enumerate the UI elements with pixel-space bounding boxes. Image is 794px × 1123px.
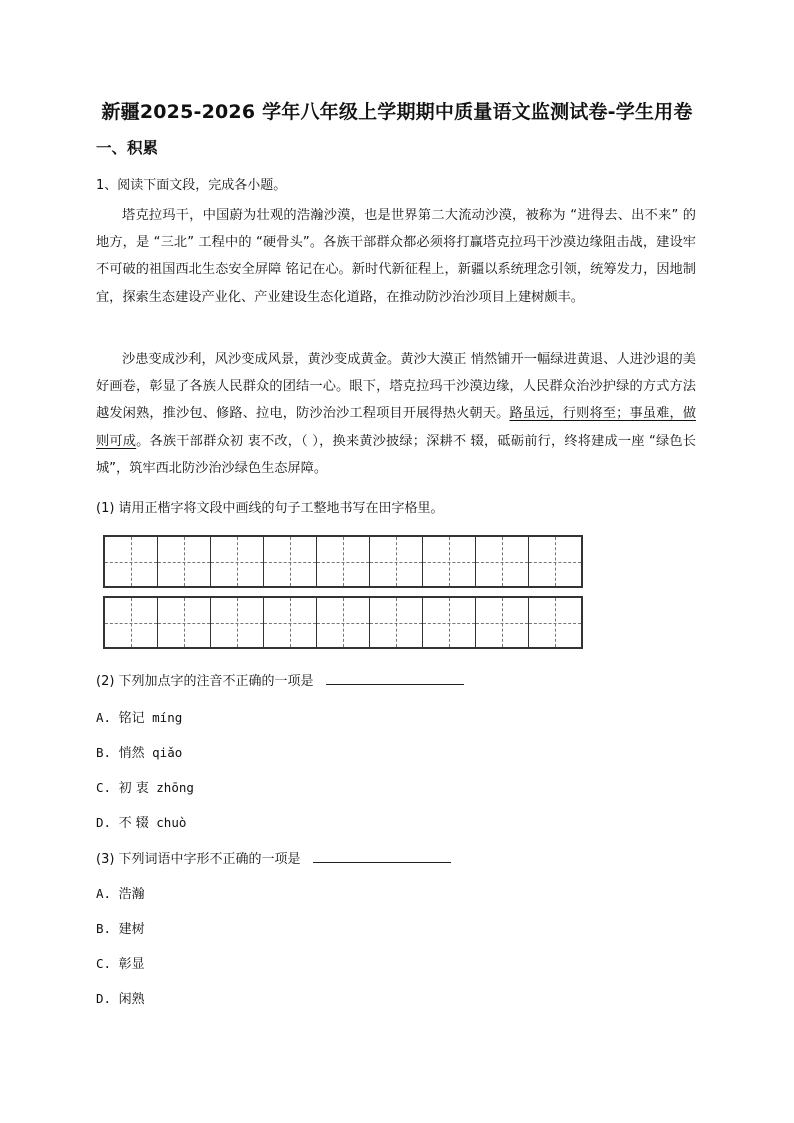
- grid-cell[interactable]: [211, 598, 264, 647]
- grid-cell[interactable]: [317, 598, 370, 647]
- grid-cell[interactable]: [423, 537, 476, 586]
- option-b[interactable]: [96, 742, 182, 761]
- grid-cell[interactable]: [211, 537, 264, 586]
- grid-cell[interactable]: [105, 598, 158, 647]
- paragraph-2-text: 沙患变成沙利，风沙变成风景，黄沙变成黄金。黄沙大漠正 悄然铺开一幅绿进黄退、人进沙退的美好画卷，彰显了各族人民群众的团结一心。眼下，塔克拉玛干沙漠边缘，人民群众治沙护绿的方式方法越发闲熟，推沙包、修路、拉电，防沙治沙工程项目开展得热火朝天。: [96, 352, 696, 422]
- option-c[interactable]: [96, 777, 194, 796]
- grid-cell[interactable]: [158, 537, 211, 586]
- grid-cell[interactable]: [105, 537, 158, 586]
- grid-cell[interactable]: [529, 598, 581, 647]
- grid-cell[interactable]: [158, 598, 211, 647]
- option-word: 铭记: [118, 711, 145, 726]
- writing-grid-row-2[interactable]: [103, 596, 583, 649]
- option-letter: D.: [96, 991, 112, 1006]
- option-letter: D.: [96, 815, 112, 830]
- answer-blank[interactable]: [313, 850, 451, 863]
- underlined-sentence: 路虽远，行则将至；事虽难，做则可成: [96, 406, 697, 449]
- subquestion-3-text: (3) 下列词语中字形不正确的一项是: [96, 852, 301, 867]
- paragraph-2-text-end: 。各族干部群众初 衷不改，（ ），换来黄沙披绿；深耕不 辍，砥砺前行，终将建成一座 “绿色长城”，筑牢西北防沙治沙绿色生态屏障。: [96, 433, 696, 476]
- option-word: 不 辍: [118, 816, 149, 831]
- option-letter: A.: [96, 710, 112, 725]
- option-d[interactable]: [96, 812, 186, 831]
- grid-cell[interactable]: [529, 537, 581, 586]
- answer-blank[interactable]: [326, 672, 464, 685]
- option-letter: C.: [96, 956, 112, 971]
- option-word: 初 衷: [118, 781, 149, 796]
- section-heading: 一、积累: [96, 139, 159, 157]
- question-prompt: 1、阅读下面文段，完成各小题。: [96, 178, 287, 193]
- subquestion-1: (1) 请用正楷字将文段中画线的句子工整地书写在田字格里。: [96, 501, 444, 516]
- option-d[interactable]: [96, 988, 145, 1007]
- subquestion-3: [96, 848, 451, 867]
- option-word: 彰显: [118, 957, 145, 972]
- grid-cell[interactable]: [370, 537, 423, 586]
- option-word: 悄然: [118, 746, 145, 761]
- grid-cell[interactable]: [370, 598, 423, 647]
- option-letter: B.: [96, 745, 112, 760]
- option-a[interactable]: [96, 707, 182, 726]
- option-letter: C.: [96, 780, 112, 795]
- page-title: 新疆2025-2026 学年八年级上学期期中质量语文监测试卷-学生用卷: [101, 101, 693, 123]
- grid-cell[interactable]: [317, 537, 370, 586]
- grid-cell[interactable]: [423, 598, 476, 647]
- grid-cell[interactable]: [264, 598, 317, 647]
- option-letter: A.: [96, 886, 112, 901]
- option-word: 建树: [118, 922, 145, 937]
- grid-cell[interactable]: [476, 537, 529, 586]
- option-pinyin: chuò: [156, 815, 187, 830]
- option-a[interactable]: [96, 883, 145, 902]
- option-letter: B.: [96, 921, 112, 936]
- passage-paragraph-2: [96, 346, 696, 482]
- grid-cell[interactable]: [264, 537, 317, 586]
- passage-paragraph-1: 塔克拉玛干，中国蔚为壮观的浩瀚沙漠，也是世界第二大流动沙漠，被称为 “进得去、出不来” 的地方，是 “三北” 工程中的 “硬骨头”。各族干部群众都必须将打赢塔克拉玛干沙漠边缘阻击战，建设牢不可破的祖国西北生态安全屏障 铭记在心。新时代新征程上，新疆以系统理念引领，统筹发力，因地制宜，探索生态建设产业化、产业建设生态化道路，在推动防沙治沙项目上建树颇丰。: [96, 208, 696, 305]
- option-word: 闲熟: [118, 992, 145, 1007]
- grid-cell[interactable]: [476, 598, 529, 647]
- option-word: 浩瀚: [118, 887, 145, 902]
- writing-grid-row-1[interactable]: [103, 535, 583, 588]
- option-pinyin: zhōng: [156, 780, 194, 795]
- subquestion-2: [96, 670, 464, 689]
- option-b[interactable]: [96, 918, 145, 937]
- option-pinyin: míng: [152, 710, 183, 725]
- subquestion-2-text: (2) 下列加点字的注音不正确的一项是: [96, 674, 314, 689]
- option-pinyin: qiǎo: [152, 745, 183, 760]
- option-c[interactable]: [96, 953, 145, 972]
